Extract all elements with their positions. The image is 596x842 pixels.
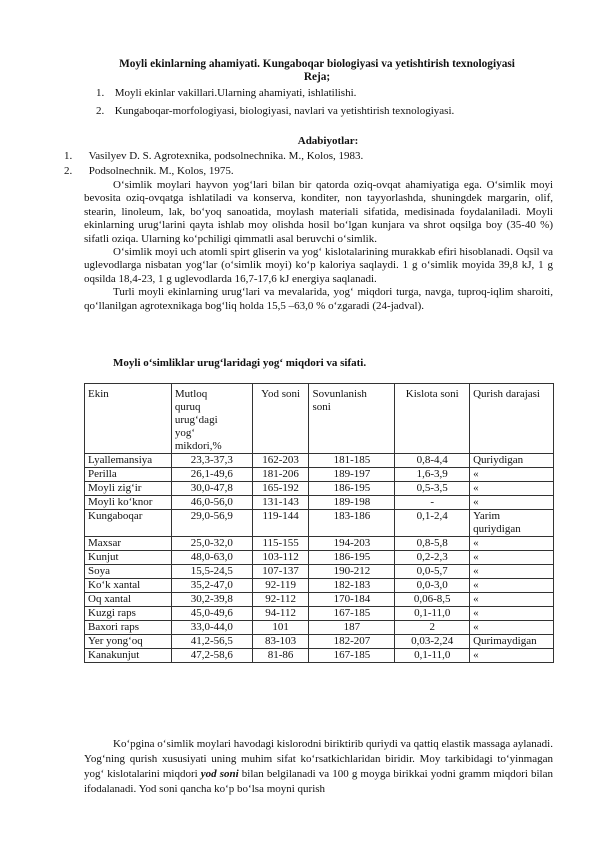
- table-cell: «: [470, 579, 554, 593]
- intro-text: [84, 179, 553, 313]
- table-cell: 167-185: [309, 607, 395, 621]
- table-cell: 23,3-37,3: [171, 454, 252, 468]
- table-cell: «: [470, 551, 554, 565]
- table-cell: 167-185: [309, 649, 395, 663]
- table-cell: 92-119: [252, 579, 309, 593]
- table-cell: 15,5-24,5: [171, 565, 252, 579]
- table-row: [85, 565, 554, 579]
- crop-name-cell: Kanakunjut: [85, 649, 172, 663]
- table-cell: 131-143: [252, 496, 309, 510]
- table-cell: 46,0-56,0: [171, 496, 252, 510]
- literature-list: [64, 150, 544, 180]
- plan-item-number: 2.: [96, 105, 105, 117]
- column-header: Kislota soni: [395, 384, 470, 454]
- crop-name-cell: Baxori raps: [85, 621, 172, 635]
- table-cell: 33,0-44,0: [171, 621, 252, 635]
- crop-name-cell: Kuzgi raps: [85, 607, 172, 621]
- table-cell: 0,8-5,8: [395, 537, 470, 551]
- table-cell: «: [470, 468, 554, 482]
- table-row: [85, 551, 554, 565]
- crop-name-cell: Moyli ko‘knor: [85, 496, 172, 510]
- crop-name-cell: Kunjut: [85, 551, 172, 565]
- table-cell: 182-207: [309, 635, 395, 649]
- table-cell: 183-186: [309, 510, 395, 537]
- closing-text: [84, 737, 553, 797]
- table-cell: «: [470, 565, 554, 579]
- paragraph-text: Ko‘pgina o‘simlik moylari havodagi kislorodni biriktirib quriydi va qattiq elastik massaga aylanadi. Yog‘ning qurish xususiyati uning muhim sifat ko‘rsatkichlaridan biridir. Moy tarkibidagi to‘yinmagan yog‘ kislotalarini miqdori: [84, 738, 553, 780]
- table-row: [85, 579, 554, 593]
- crop-name-cell: Maxsar: [85, 537, 172, 551]
- crop-name-cell: Lyallemansiya: [85, 454, 172, 468]
- table-title: Moyli o‘simliklar urug‘laridagi yog‘ miqdori va sifati.: [113, 357, 367, 369]
- table-cell: 103-112: [252, 551, 309, 565]
- table-cell: 94-112: [252, 607, 309, 621]
- table-cell: 189-197: [309, 468, 395, 482]
- table-cell: 0,03-2,24: [395, 635, 470, 649]
- table-cell: 30,0-47,8: [171, 482, 252, 496]
- table-cell: «: [470, 537, 554, 551]
- plan-item-text: Moyli ekinlar vakillari.Ularning ahamiyati, ishlatilishi.: [114, 87, 357, 99]
- table-cell: 48,0-63,0: [171, 551, 252, 565]
- column-header: [309, 384, 395, 454]
- table-cell: «: [470, 649, 554, 663]
- plan-item-number: 1.: [96, 87, 105, 99]
- crop-name-cell: Moyli zig‘ir: [85, 482, 172, 496]
- table-cell: 25,0-32,0: [171, 537, 252, 551]
- table-cell: 190-212: [309, 565, 395, 579]
- column-header-text: Mutloq quruq urug‘dagi yog‘ mikdori,%: [174, 388, 222, 452]
- table-cell: -: [395, 496, 470, 510]
- table-cell: 0,06-8,5: [395, 593, 470, 607]
- paragraph: [84, 737, 553, 797]
- table-row: [85, 454, 554, 468]
- table-cell: 47,2-58,6: [171, 649, 252, 663]
- table-cell: 170-184: [309, 593, 395, 607]
- table-cell: 81-86: [252, 649, 309, 663]
- table-cell: «: [470, 621, 554, 635]
- table-cell: 2: [395, 621, 470, 635]
- paragraph: O‘simlik moylari hayvon yog‘lari bilan bir qatorda oziq-ovqat ahamiyatiga ega. O‘simlik moyi bevosita oziq-ovqatga ishlatiladi va konserva, konditer, non tayyorlashda, shuningdek margarin, olif, stearin, linoleum, lak, bo‘yoq sanoatida, moylash materiali sifatida, medisinada foydalaniladi. Moyli ekinlarning urug‘larini qayta ishlab moy olishda hosil bo‘lgan kunjara va shrot oqsilga boy (35-40 %) sifatli oziqa. Ularning ko‘pchiligi qimmatli asal beruvchi o‘simlik.: [84, 179, 553, 245]
- plan-item-text: Kungaboqar-morfologiyasi, biologiyasi, navlari va yetishtirish texnologiyasi.: [114, 105, 455, 117]
- paragraph: O‘simlik moyi uch atomli spirt gliserin va yog‘ kislotalarining murakkab efiri hisoblanadi. Oqsil va uglevodlarga nisbatan yog‘lar (o‘simlik moyi) ko‘p kaloriya saqlaydi. 1 g o‘simlik moyida 39,8 kJ, 1 g oqsilda 18,4-23, 1 g uglevodlarda 16,7-17,6 kJ energiya saqlanadi.: [84, 246, 553, 285]
- column-header: [171, 384, 252, 454]
- table-cell: 119-144: [252, 510, 309, 537]
- emphasis-term: yod soni: [200, 768, 239, 780]
- table-row: [85, 649, 554, 663]
- table-cell: 0,1-2,4: [395, 510, 470, 537]
- table-cell: 26,1-49,6: [171, 468, 252, 482]
- table-row: [85, 607, 554, 621]
- crop-name-cell: Kungaboqar: [85, 510, 172, 537]
- literature-item-text: Podsolnechnik. M., Kolos, 1975.: [88, 165, 234, 177]
- oil-content-table: [84, 383, 554, 663]
- table-cell: 30,2-39,8: [171, 593, 252, 607]
- table-row: [85, 593, 554, 607]
- table-cell: 186-195: [309, 551, 395, 565]
- table-cell: 187: [309, 621, 395, 635]
- column-header: Yod soni: [252, 384, 309, 454]
- column-header: Ekin: [85, 384, 172, 454]
- table-cell: 165-192: [252, 482, 309, 496]
- crop-name-cell: Ko‘k xantal: [85, 579, 172, 593]
- table-cell: «: [470, 482, 554, 496]
- table-cell: 101: [252, 621, 309, 635]
- crop-name-cell: Soya: [85, 565, 172, 579]
- table-cell: 0,1-11,0: [395, 649, 470, 663]
- table-cell: 181-185: [309, 454, 395, 468]
- literature-item-text: Vasilyev D. S. Agrotexnika, podsolnechnika. M., Kolos, 1983.: [88, 150, 364, 162]
- table-row: [85, 635, 554, 649]
- table-cell: 0,2-2,3: [395, 551, 470, 565]
- table-cell: 162-203: [252, 454, 309, 468]
- table-cell: 0,0-5,7: [395, 565, 470, 579]
- table-cell: Qurimaydigan: [470, 635, 554, 649]
- table-cell: 189-198: [309, 496, 395, 510]
- column-header-text: Sovunlanish soni: [312, 388, 367, 413]
- table-cell: «: [470, 607, 554, 621]
- table-cell: 194-203: [309, 537, 395, 551]
- plan-list: [96, 87, 556, 123]
- page-title: Moyli ekinlarning ahamiyati. Kungaboqar biologiyasi va yetishtirish texnologiyasi: [119, 58, 515, 70]
- literature-item-number: 1.: [64, 150, 73, 162]
- table-cell: 0,8-4,4: [395, 454, 470, 468]
- crop-name-cell: Perilla: [85, 468, 172, 482]
- crop-name-cell: Oq xantal: [85, 593, 172, 607]
- table-cell: Quriydigan: [470, 454, 554, 468]
- paragraph: Turli moyli ekinlarning urug‘lari va mevalarida, yog‘ miqdori turga, navga, tuproq-iqlim sharoiti, qo‘llanilgan agrotexnikaga bog‘liq holda 15,5 –63,0 % o‘zgaradi (24-jadval).: [84, 286, 553, 312]
- literature-item: [64, 150, 544, 165]
- plan-item: [96, 105, 556, 123]
- table-header-row: [85, 384, 554, 454]
- table-cell: 181-206: [252, 468, 309, 482]
- table-row: [85, 621, 554, 635]
- table-cell: 45,0-49,6: [171, 607, 252, 621]
- table-cell: 41,2-56,5: [171, 635, 252, 649]
- table-cell: «: [470, 496, 554, 510]
- table-cell: 1,6-3,9: [395, 468, 470, 482]
- plan-item: [96, 87, 556, 105]
- table-cell: «: [470, 593, 554, 607]
- table-cell: 83-103: [252, 635, 309, 649]
- table-cell: Yarim quriydigan: [470, 510, 554, 537]
- table-cell: 186-195: [309, 482, 395, 496]
- table-cell: 182-183: [309, 579, 395, 593]
- table-cell: 0,1-11,0: [395, 607, 470, 621]
- literature-heading: Adabiyotlar:: [297, 135, 359, 147]
- table-cell: 0,0-3,0: [395, 579, 470, 593]
- table-cell: 0,5-3,5: [395, 482, 470, 496]
- table-row: [85, 510, 554, 537]
- column-header: Qurish darajasi: [470, 384, 554, 454]
- table-cell: 35,2-47,0: [171, 579, 252, 593]
- table-row: [85, 468, 554, 482]
- table-cell: 107-137: [252, 565, 309, 579]
- table-row: [85, 537, 554, 551]
- table-body: [85, 384, 554, 663]
- literature-item-number: 2.: [64, 165, 73, 177]
- table-cell: 115-155: [252, 537, 309, 551]
- table-cell: 92-112: [252, 593, 309, 607]
- crop-name-cell: Yer yong‘oq: [85, 635, 172, 649]
- plan-heading: Reja;: [303, 71, 331, 83]
- table-row: [85, 496, 554, 510]
- literature-item: [64, 165, 544, 180]
- table-row: [85, 482, 554, 496]
- paragraph-text: bilan belgilanadi va 100 g moyga birikkai yodni gramm miqdori bilan ifodalanadi. Yod soni qancha ko‘p bo‘lsa moyni qurish: [84, 768, 553, 795]
- table-cell: 29,0-56,9: [171, 510, 252, 537]
